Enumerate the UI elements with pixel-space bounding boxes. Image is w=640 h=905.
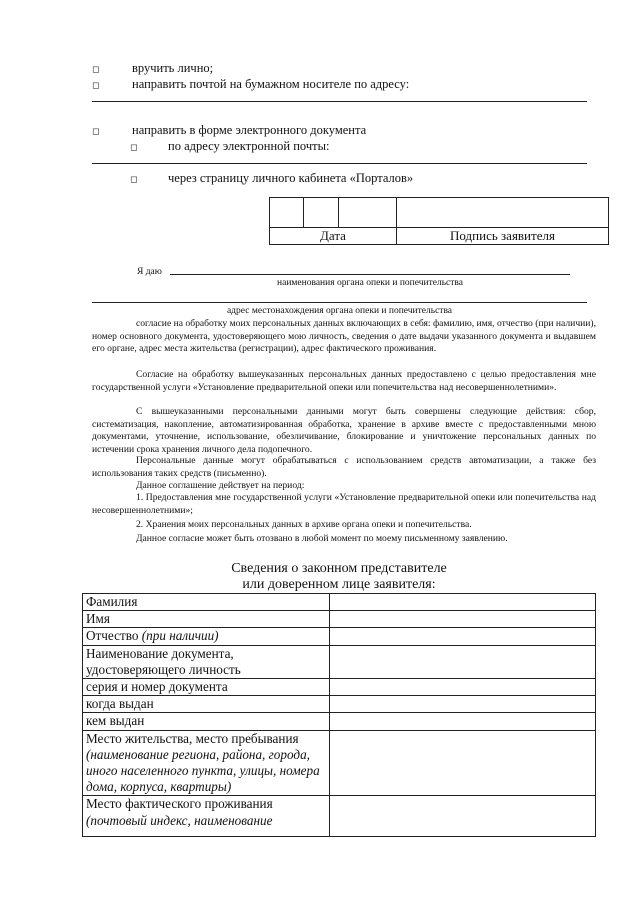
consent-paragraph-5 (92, 480, 596, 493)
patronymic-value[interactable] (330, 628, 596, 645)
email-address-line[interactable] (92, 163, 587, 164)
date-month-cell[interactable] (304, 198, 339, 228)
consent-text: согласие на обработку моих персональных данных включающих в себя: фамилию, имя, отчество (при наличии), номер основного документа, удостоверяющего мою личность, сведения о дате выдачи указанного документа и выдавшем его органе, адрес места жительства (регистрации), адрес фактического проживания. (92, 318, 596, 355)
issued-when-label: когда выдан (83, 696, 330, 713)
option-mail-paper-label: направить почтой на бумажном носителе по адресу: (132, 77, 410, 91)
table-row (83, 696, 596, 713)
table-row (83, 713, 596, 730)
residence-value[interactable] (330, 730, 596, 796)
actual-residence-label-cell (83, 796, 330, 837)
doc-name-value[interactable] (330, 645, 596, 678)
date-label: Дата (270, 228, 397, 245)
consent-paragraph-6 (92, 492, 596, 517)
date-year-cell[interactable] (339, 198, 397, 228)
option-electronic (92, 123, 367, 139)
surname-label: Фамилия (83, 594, 330, 611)
option-hand-personally (92, 61, 214, 77)
consent-paragraph-1 (92, 318, 596, 356)
surname-value[interactable] (330, 594, 596, 611)
patronymic-label: Отчество (86, 628, 139, 644)
issued-when-value[interactable] (330, 696, 596, 713)
authority-address-caption: адрес местонахождения органа опеки и попечительства (226, 306, 453, 316)
issued-by-label: кем выдан (83, 713, 330, 730)
authority-address-line[interactable] (92, 302, 587, 303)
doc-series-label: серия и номер документа (83, 679, 330, 696)
option-mail-paper (92, 77, 410, 93)
consent-paragraph-8 (92, 533, 596, 546)
signature-label: Подпись заявителя (397, 228, 609, 245)
authority-name-line[interactable] (170, 274, 570, 275)
option-electronic-label: направить в форме электронного документа (132, 123, 367, 137)
representative-title-line2: или доверенном лице заявителя: (242, 577, 436, 592)
i-give-label: Я даю (137, 267, 162, 277)
representative-table (82, 593, 596, 837)
patronymic-note: (при наличии) (141, 628, 219, 644)
signature-cell[interactable] (397, 198, 609, 228)
consent-paragraph-3 (92, 406, 596, 456)
actual-residence-value[interactable] (330, 796, 596, 837)
consent-text: Персональные данные могут обрабатываться с использованием средств автоматизации, а также без использования таких средств (письменно). (92, 455, 596, 479)
table-row (83, 628, 596, 645)
checkbox-icon[interactable]: ◻ (130, 143, 138, 153)
mail-address-line[interactable] (92, 101, 587, 102)
checkbox-icon[interactable]: ◻ (92, 65, 100, 75)
checkbox-icon[interactable]: ◻ (130, 175, 138, 185)
consent-text: Согласие на обработку вышеуказанных персональных данных предоставлено с целью предоставления мне государственной услуги «Установление предварительной опеки или попечительства над несовершеннолетними». (92, 369, 596, 393)
patronymic-label-cell (83, 628, 330, 645)
actual-residence-note: (почтовый индекс, наименование (86, 812, 273, 828)
doc-series-value[interactable] (330, 679, 596, 696)
residence-label-cell (83, 730, 330, 796)
residence-label: Место жительства, место пребывания (86, 730, 299, 746)
name-label: Имя (83, 611, 330, 628)
issued-by-value[interactable] (330, 713, 596, 730)
consent-text: 1. Предоставления мне государственной услуги «Установление предварительной опеки или попечительства над несовершеннолетними»; (92, 492, 596, 516)
residence-note: (наименование региона, района, города, иного населенного пункта, улицы, номера дома, корпуса, квартиры) (86, 746, 320, 795)
actual-residence-label: Место фактического проживания (86, 796, 273, 812)
consent-text: 2. Хранения моих персональных данных в архиве органа опеки и попечительства. (136, 519, 472, 530)
consent-text: Данное согласие может быть отозвано в любой момент по моему письменному заявлению. (136, 533, 508, 544)
option-email-label: по адресу электронной почты: (168, 139, 330, 153)
consent-paragraph-2 (92, 369, 596, 394)
authority-name-caption: наименования органа опеки и попечительства (277, 278, 463, 288)
table-row (83, 730, 596, 796)
option-portal (130, 171, 414, 187)
doc-name-label: Наименование документа, удостоверяющего личность (83, 645, 330, 678)
representative-title-line1: Сведения о законном представителе (231, 561, 447, 576)
consent-text: С вышеуказанными персональными данными могут быть совершены следующие действия: сбор, систематизация, накопление, автоматизированная обработка, хранение в архиве вместе с предоставленными мною документами, уточнение, использование, обезличивание, блокирование и уничтожение персональных данных по истечении срока хранения личного дела подопечного. (92, 406, 596, 455)
date-signature-table (269, 197, 609, 245)
consent-paragraph-4 (92, 455, 596, 480)
table-row (83, 645, 596, 678)
option-email (130, 139, 330, 155)
option-hand-personally-label: вручить лично; (132, 61, 214, 75)
name-value[interactable] (330, 611, 596, 628)
option-portal-label: через страницу личного кабинета «Порталов» (168, 171, 414, 185)
checkbox-icon[interactable]: ◻ (92, 127, 100, 137)
table-row (83, 679, 596, 696)
date-day-cell[interactable] (270, 198, 304, 228)
consent-paragraph-7 (92, 519, 596, 532)
checkbox-icon[interactable]: ◻ (92, 81, 100, 91)
table-row (83, 611, 596, 628)
table-row (83, 796, 596, 837)
representative-title (82, 561, 596, 593)
table-row (83, 594, 596, 611)
consent-text: Данное соглашение действует на период: (136, 480, 305, 491)
